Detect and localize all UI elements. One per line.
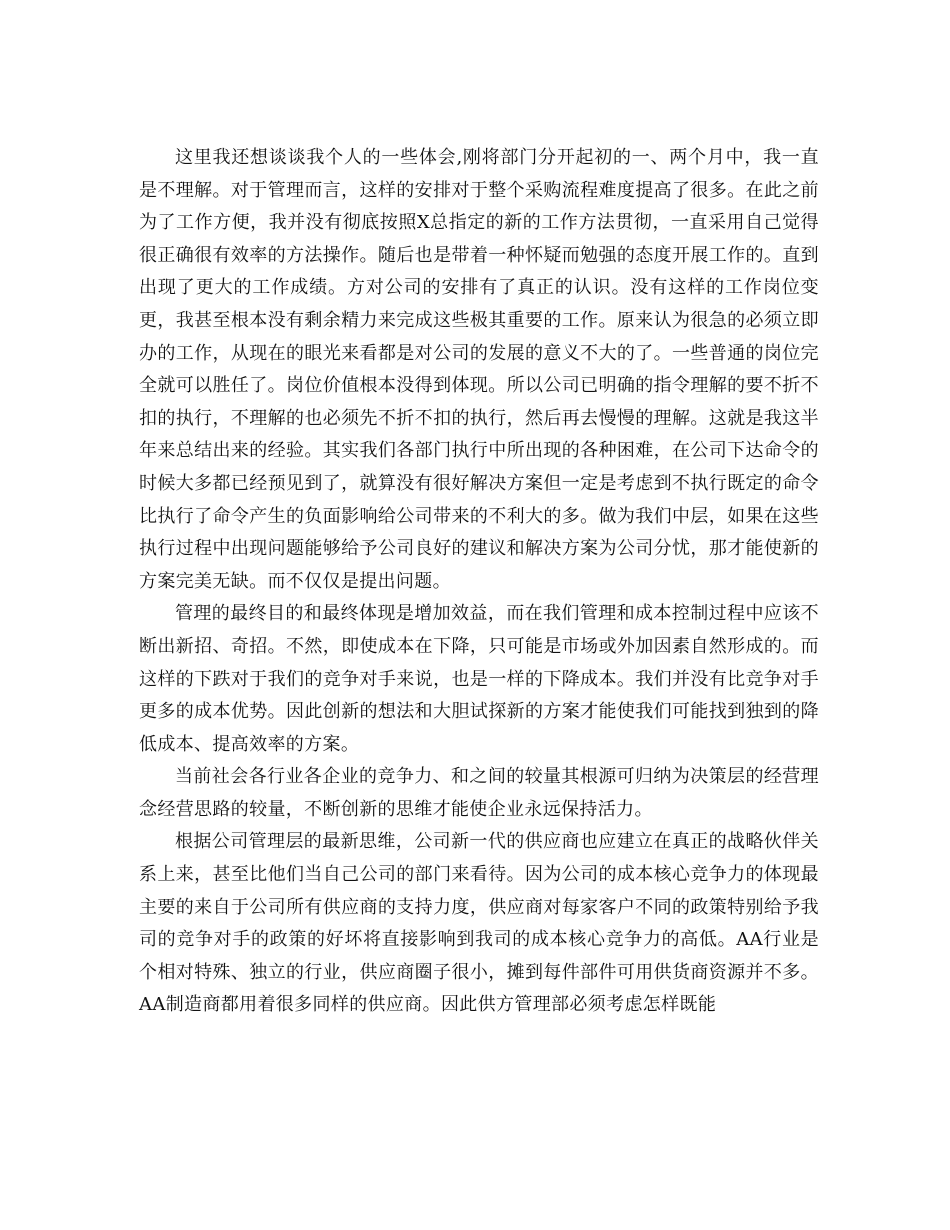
- paragraph-4: 根据公司管理层的最新思维，公司新一代的供应商也应建立在真正的战略伙伴关系上来，甚至比他们当自己公司的部门来看待。因为公司的成本核心竞争力的体现最主要的来自于公司所有供应商的支持力度，供应商对每家客户不同的政策特别给予我司的竞争对手的政策的好坏将直接影响到我司的成本核心竞争力的高低。AA行业是个相对特殊、独立的行业，供应商圈子很小，摊到每件部件可用供货商资源并不多。AA制造商都用着很多同样的供应商。因此供方管理部必须考虑怎样既能: [139, 831, 819, 1016]
- body-text: [139, 142, 819, 1022]
- paragraph-3: 当前社会各行业各企业的竞争力、和之间的较量其根源可归纳为决策层的经营理念经营思路的较量，不断创新的思维才能使企业永远保持活力。: [139, 766, 819, 820]
- paragraph-2: 管理的最终目的和最终体现是增加效益，而在我们管理和成本控制过程中应该不断出新招、奇招。不然，即使成本在下降，只可能是市场或外加因素自然形成的。而这样的下跌对于我们的竞争对手来说，也是一样的下降成本。我们并没有比竞争对手更多的成本优势。因此创新的想法和大胆试探新的方案才能使我们可能找到独到的降低成本、提高效率的方案。: [139, 603, 819, 755]
- paragraph-1: 这里我还想谈谈我个人的一些体会,刚将部门分开起初的一、两个月中，我一直是不理解。对于管理而言，这样的安排对于整个采购流程难度提高了很多。在此之前为了工作方便，我并没有彻底按照X总指定的新的工作方法贯彻，一直采用自己觉得很正确很有效率的方法操作。随后也是带着一种怀疑而勉强的态度开展工作的。直到出现了更大的工作成绩。方对公司的安排有了真正的认识。没有这样的工作岗位变更，我甚至根本没有剩余精力来完成这些极其重要的工作。原来认为很急的必须立即办的工作，从现在的眼光来看都是对公司的发展的意义不大的了。一些普通的岗位完全就可以胜任了。岗位价值根本没得到体现。所以公司已明确的指令理解的要不折不扣的执行，不理解的也必须先不折不扣的执行，然后再去慢慢的理解。这就是我这半年来总结出来的经验。其实我们各部门执行中所出现的各种困难，在公司下达命令的时候大多都已经预见到了，就算没有很好解决方案但一定是考虑到不执行既定的命令比执行了命令产生的负面影响给公司带来的不利大的多。做为我们中层，如果在这些执行过程中出现问题能够给予公司良好的建议和解决方案为公司分忧，那才能使新的方案完美无缺。而不仅仅是提出问题。: [139, 147, 819, 592]
